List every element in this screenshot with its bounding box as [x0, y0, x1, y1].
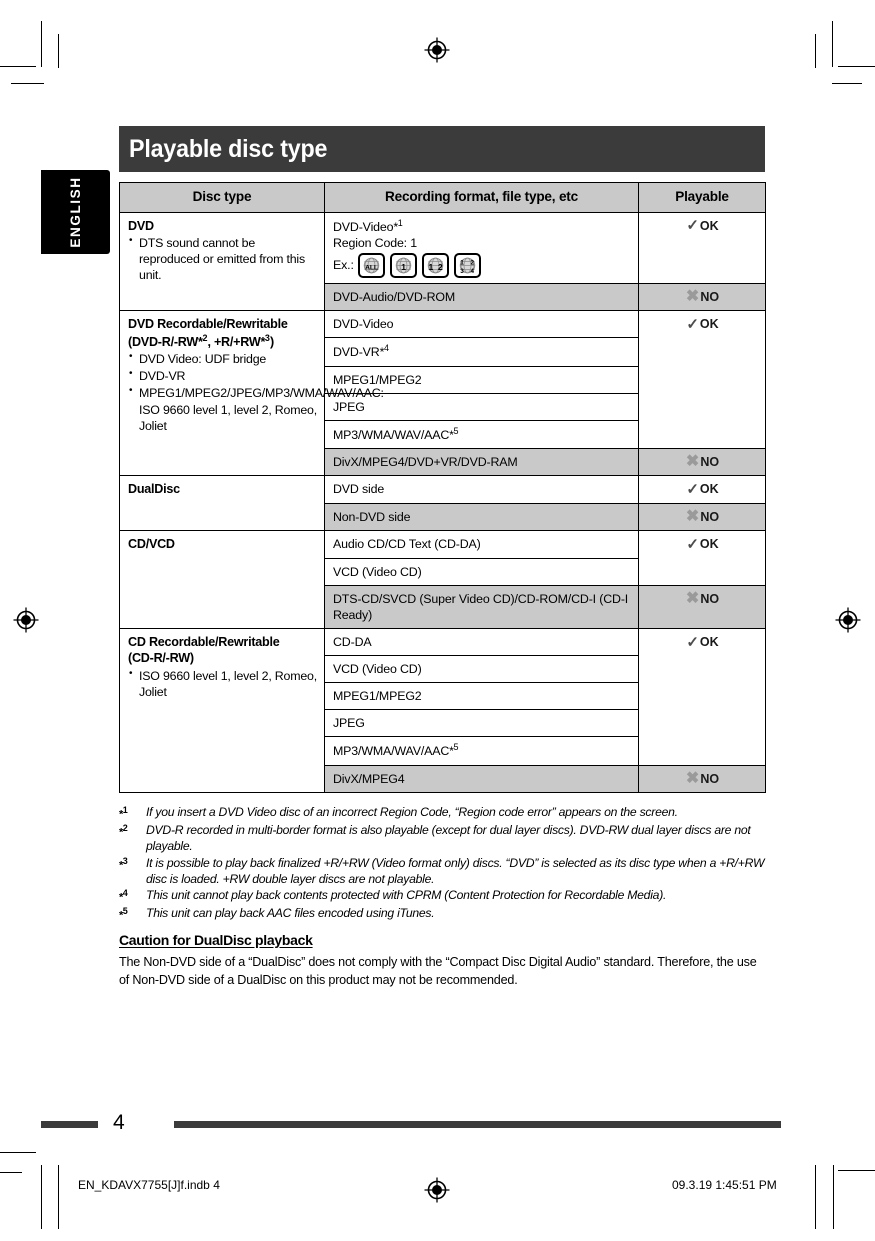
- language-tab-label: ENGLISH: [68, 176, 83, 248]
- crop-mark: [0, 1152, 36, 1153]
- disc-type-title: CD Recordable/Rewritable (CD-R/-RW): [128, 634, 280, 666]
- format-cell: MPEG1/MPEG2: [325, 366, 639, 393]
- footnote: [119, 855, 765, 887]
- format-cell: DVD-Audio/DVD-ROM: [325, 284, 639, 311]
- playable-no-mark: [686, 454, 719, 470]
- playable-label: OK: [699, 482, 719, 497]
- table-row: [120, 212, 766, 283]
- format-cell: MP3/WMA/WAV/AAC*$^5$: [325, 420, 639, 448]
- disc-type-note-item: • DTS sound cannot be reproduced or emitted from this unit.: [128, 235, 317, 283]
- registration-mark-left: [12, 606, 40, 634]
- playable-label: NO: [700, 510, 720, 525]
- format-cell: Non-DVD side: [325, 504, 639, 531]
- crop-mark: [815, 1165, 816, 1229]
- format-cell: CD-DA: [325, 628, 639, 655]
- format-cell: DVD-VR*$^4$: [325, 338, 639, 366]
- column-header-disc-type: Disc type: [120, 183, 325, 213]
- cross-icon: ✖: [685, 453, 700, 471]
- playable-disc-table: [119, 182, 766, 793]
- disc-type-note-item: • DVD-VR: [128, 368, 317, 384]
- playable-cell: [639, 476, 766, 504]
- playable-ok-mark: [686, 536, 718, 552]
- column-header-playable: Playable: [639, 183, 766, 213]
- table-header-row: [120, 183, 766, 213]
- check-icon: ✓: [686, 481, 699, 499]
- playable-cell: [639, 765, 766, 792]
- disc-type-note-item: • DVD Video: UDF bridge: [128, 351, 317, 367]
- footnote-marker: *$^5$: [119, 906, 128, 923]
- format-cell: DTS-CD/SVCD (Super Video CD)/CD-ROM/CD-I (CD-I Ready): [325, 585, 639, 628]
- footnote-marker: *$^4$: [119, 888, 128, 904]
- format-cell: [325, 212, 639, 283]
- crop-mark: [41, 21, 42, 67]
- playable-label: OK: [699, 634, 719, 649]
- crop-mark: [11, 83, 44, 84]
- svg-text:4: 4: [470, 268, 474, 276]
- footnote-marker: *$^3$: [119, 855, 128, 872]
- playable-ok-mark: [686, 481, 718, 497]
- disc-type-note-item: • MPEG1/MPEG2/JPEG/MP3/WMA/WAV/AAC: ISO 9660 level 1, level 2, Romeo, Joliet: [128, 385, 317, 433]
- registration-mark-right: [834, 606, 862, 634]
- playable-label: NO: [700, 771, 720, 786]
- page-footer: [41, 1112, 781, 1138]
- check-icon: ✓: [686, 633, 699, 651]
- playable-label: OK: [699, 218, 719, 233]
- disc-type-notes: [128, 235, 317, 283]
- format-cell: VCD (Video CD): [325, 558, 639, 585]
- svg-text:ALL: ALL: [364, 264, 378, 272]
- crop-mark: [833, 1165, 834, 1229]
- playable-ok-mark: [686, 316, 718, 332]
- format-cell: MP3/WMA/WAV/AAC*$^5$: [325, 737, 639, 765]
- disc-type-cell: [120, 476, 325, 531]
- disc-type-cell: [120, 531, 325, 629]
- playable-cell: [639, 585, 766, 628]
- crop-mark: [838, 66, 875, 67]
- caution-heading: Caution for DualDisc playback: [119, 931, 313, 948]
- footnotes-list: [119, 804, 765, 924]
- check-icon: ✓: [686, 315, 699, 333]
- caution-body: The Non-DVD side of a “DualDisc” does not comply with the “Compact Disc Digital Audio” standard. Therefore, the use of Non-DVD side of a DualDisc on this product may not be recommended.: [119, 954, 757, 987]
- playable-no-mark: [686, 289, 719, 305]
- playable-no-mark: [686, 591, 719, 607]
- playable-ok-mark: [686, 634, 718, 650]
- region-code-icon: [422, 253, 449, 278]
- playable-label: OK: [699, 537, 719, 552]
- section-banner: [119, 126, 765, 172]
- table-row: [120, 628, 766, 655]
- format-cell: DVD side: [325, 476, 639, 504]
- example-label: Ex.:: [333, 258, 354, 273]
- svg-text:2: 2: [470, 259, 474, 267]
- crop-mark: [58, 34, 59, 68]
- print-filename: EN_KDAVX7755[J]f.indb 4: [78, 1178, 220, 1192]
- footnote-text: It is possible to play back finalized +R/+RW (Video format only) discs. “DVD” is selected as its disc type when a +R/+RW disc is loaded. +RW double layer discs are not playable.: [146, 855, 765, 886]
- disc-type-title: DVD: [128, 218, 154, 233]
- cross-icon: ✖: [685, 288, 700, 306]
- check-icon: ✓: [686, 536, 699, 554]
- footnote-text: If you insert a DVD Video disc of an incorrect Region Code, “Region code error” appears on the screen.: [146, 804, 678, 819]
- format-cell: DivX/MPEG4/DVD+VR/DVD-RAM: [325, 449, 639, 476]
- footnote: [119, 905, 765, 923]
- disc-type-title: CD/VCD: [128, 537, 175, 552]
- footnote-marker: *$^1$: [119, 804, 128, 821]
- footnote-text: This unit cannot play back contents protected with CPRM (Content Protection for Recordable Media).: [146, 888, 667, 903]
- crop-mark: [0, 1172, 22, 1173]
- disc-type-cell: [120, 212, 325, 311]
- footnote: [119, 804, 765, 822]
- playable-cell: [639, 628, 766, 765]
- playable-no-mark: [686, 509, 719, 525]
- table-row: [120, 531, 766, 558]
- playable-cell: [639, 531, 766, 585]
- footnote: [119, 887, 765, 905]
- svg-text:1: 1: [400, 261, 406, 272]
- playable-label: NO: [700, 290, 720, 305]
- page-number: 4: [113, 1111, 125, 1134]
- column-header-format: Recording format, file type, etc: [325, 183, 639, 213]
- footnote-marker: *$^2$: [119, 823, 128, 839]
- disc-type-note-item: • ISO 9660 level 1, level 2, Romeo, Joliet: [128, 668, 317, 700]
- format-cell: MPEG1/MPEG2: [325, 683, 639, 710]
- crop-mark: [815, 34, 816, 68]
- playable-label: NO: [700, 455, 720, 470]
- playable-ok-mark: [686, 218, 718, 234]
- playable-cell: [639, 311, 766, 449]
- crop-mark: [838, 1170, 875, 1171]
- svg-text:1: 1: [460, 259, 464, 267]
- crop-mark: [832, 83, 862, 84]
- cross-icon: ✖: [685, 589, 700, 607]
- footnote-text: DVD-R recorded in multi-border format is also playable (except for dual layer discs). DVD-RW dual layer discs are not playable.: [146, 823, 751, 854]
- registration-mark-top: [423, 36, 451, 64]
- playable-label: OK: [699, 317, 719, 332]
- region-code-icon: [390, 253, 417, 278]
- format-cell: DivX/MPEG4: [325, 765, 639, 792]
- region-code-line: Region Code: 1: [333, 235, 418, 250]
- footnote-text: This unit can play back AAC files encoded using iTunes.: [146, 906, 435, 921]
- svg-text:1: 1: [428, 261, 433, 272]
- svg-text:3: 3: [460, 268, 464, 276]
- print-timestamp: 09.3.19 1:45:51 PM: [672, 1178, 777, 1192]
- crop-mark: [41, 1165, 42, 1229]
- footnote: [119, 822, 765, 854]
- format-cell: JPEG: [325, 710, 639, 737]
- registration-mark-bottom: [423, 1176, 451, 1204]
- format-line: DVD-Video*$^1$: [333, 217, 403, 234]
- cross-icon: ✖: [685, 508, 700, 526]
- format-cell: Audio CD/CD Text (CD-DA): [325, 531, 639, 558]
- table-row: [120, 476, 766, 504]
- crop-mark: [832, 21, 833, 67]
- disc-type-notes: [128, 668, 317, 700]
- content-area: [119, 126, 765, 989]
- region-code-icons: [358, 253, 481, 278]
- cross-icon: ✖: [685, 769, 700, 787]
- table-row: [120, 311, 766, 338]
- format-cell: VCD (Video CD): [325, 656, 639, 683]
- disc-type-title: DualDisc: [128, 482, 180, 497]
- region-code-icon: [454, 253, 481, 278]
- playable-cell: [639, 212, 766, 283]
- crop-mark: [0, 66, 36, 67]
- crop-mark: [58, 1165, 59, 1229]
- language-tab: [41, 170, 110, 254]
- region-code-icon: [358, 253, 385, 278]
- format-cell: DVD-Video: [325, 311, 639, 338]
- check-icon: ✓: [686, 217, 699, 235]
- svg-text:2: 2: [437, 261, 443, 272]
- page-title: Playable disc type: [129, 134, 328, 163]
- disc-type-cell: [120, 628, 325, 792]
- footer-rule-right: [174, 1121, 781, 1128]
- playable-cell: [639, 284, 766, 311]
- playable-cell: [639, 449, 766, 476]
- format-cell: JPEG: [325, 393, 639, 420]
- playable-cell: [639, 504, 766, 531]
- playable-label: NO: [700, 591, 720, 606]
- footer-rule-left: [41, 1121, 98, 1128]
- disc-type-notes: [128, 351, 384, 434]
- playable-no-mark: [686, 771, 719, 787]
- disc-type-title: DVD Recordable/Rewritable (DVD-R/-RW*$^2$, +R/+RW*$^3$): [128, 317, 288, 349]
